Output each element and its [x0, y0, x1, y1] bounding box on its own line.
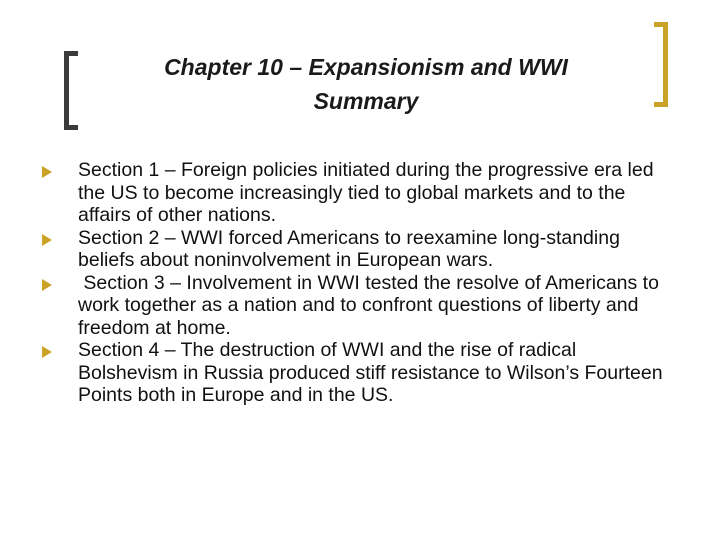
title-line-2: Summary [313, 88, 419, 114]
right-bracket-decoration [654, 22, 668, 107]
bullet-list [40, 159, 680, 407]
bullet-text: Section 3 – Involvement in WWI tested the resolve of Americans to work together as a nation and to confront questions of liberty and freedom at home. [78, 271, 659, 339]
bullet-section-3 [40, 272, 680, 340]
bullet-arrow-icon [42, 346, 52, 358]
title-line-1: Chapter 10 – Expansionism and WWI [164, 54, 568, 80]
bullet-arrow-icon [42, 279, 52, 291]
bullet-arrow-icon [42, 234, 52, 246]
slide-title [96, 50, 636, 118]
bullet-text: Section 4 – The destruction of WWI and the rise of radical Bolshevism in Russia produced stiff resistance to Wilson’s Fourteen Points both in Europe and in the US. [78, 339, 663, 406]
bullet-section-1 [40, 159, 680, 227]
bullet-text: Section 1 – Foreign policies initiated during the progressive era led the US to become increasingly tied to global markets and to the affairs of other nations. [78, 159, 654, 226]
bullet-section-2 [40, 227, 680, 272]
bullet-section-4 [40, 339, 680, 407]
bullet-text: Section 2 – WWI forced Americans to reexamine long-standing beliefs about noninvolvement in European wars. [78, 226, 620, 271]
bullet-arrow-icon [42, 166, 52, 178]
left-bracket-decoration [64, 51, 78, 130]
